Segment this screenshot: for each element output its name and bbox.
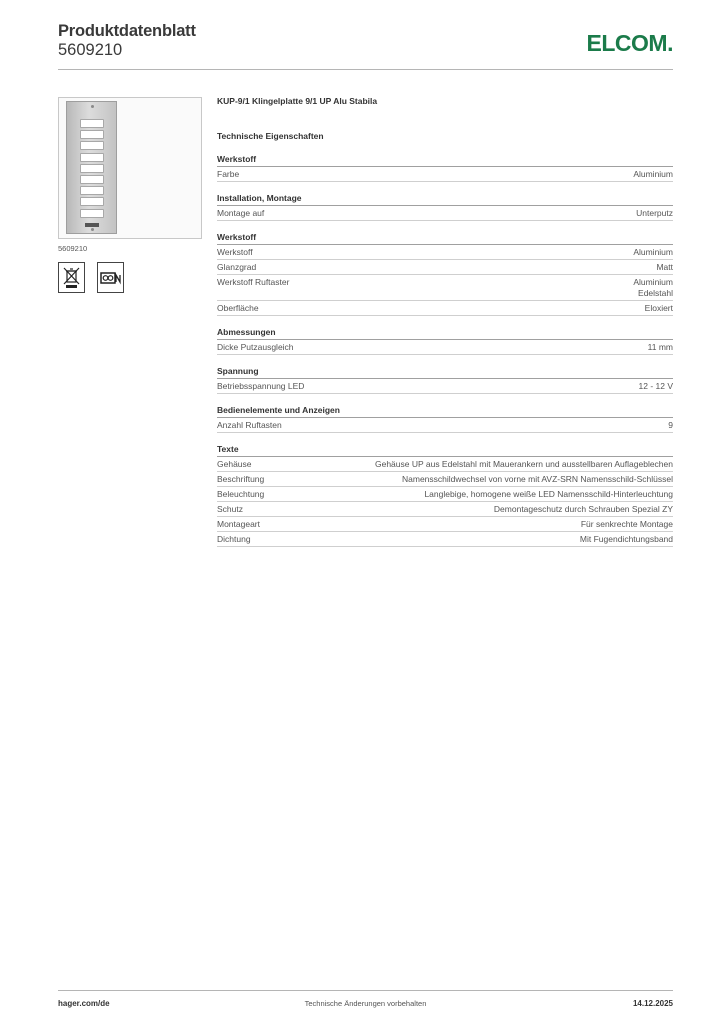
product-image (58, 97, 202, 239)
spec-section (217, 364, 673, 394)
plate-brand-label (85, 223, 99, 227)
spec-section (217, 191, 673, 221)
spec-value-line: Gehäuse UP aus Edelstahl mit Mauerankern und ausstellbaren Auflageblechen (374, 459, 673, 469)
spec-row (217, 167, 673, 182)
page-footer (58, 990, 673, 1012)
spec-row (217, 472, 673, 487)
plate-screw (91, 228, 94, 231)
footer-website: hager.com/de (58, 999, 110, 1008)
spec-row (217, 301, 673, 316)
spec-row (217, 379, 673, 394)
spec-value-line: Namensschildwechsel von vorne mit AVZ-SRN Namensschild-Schlüssel (402, 474, 673, 484)
doorbell-key (80, 186, 104, 195)
spec-section (217, 152, 673, 182)
spec-value (424, 489, 673, 500)
spec-value (645, 303, 673, 314)
spec-value-line: Langlebige, homogene weiße LED Namensschild-Hinterleuchtung (424, 489, 673, 499)
section-title: Werkstoff (217, 152, 673, 167)
section-title: Abmessungen (217, 325, 673, 340)
spec-row (217, 340, 673, 355)
spec-row (217, 260, 673, 275)
spec-value (633, 169, 673, 180)
spec-label: Schutz (217, 504, 243, 514)
spec-section (217, 230, 673, 316)
doorbell-key (80, 141, 104, 150)
plate-screw (91, 105, 94, 108)
elcom-logo: ELCOM. (586, 30, 673, 56)
section-title: Texte (217, 442, 673, 457)
spec-row (217, 275, 673, 301)
spec-value-line: 11 mm (647, 342, 673, 352)
spec-section (217, 442, 673, 547)
footer-disclaimer: Technische Änderungen vorbehalten (304, 999, 427, 1008)
spec-value-line: Matt (656, 262, 673, 272)
spec-row (217, 517, 673, 532)
spec-value-line: Demontageschutz durch Schrauben Spezial ZY (493, 504, 673, 514)
spec-value-line: Aluminium (633, 277, 673, 287)
spec-value-line: Edelstahl (638, 288, 673, 298)
article-number: 5609210 (58, 41, 123, 59)
spec-value (633, 277, 673, 299)
spec-row (217, 206, 673, 221)
spec-label: Beleuchtung (217, 489, 265, 499)
section-title: Werkstoff (217, 230, 673, 245)
spec-value (636, 208, 673, 219)
doorbell-key (80, 153, 104, 162)
spec-value (668, 420, 673, 431)
spec-row (217, 457, 673, 472)
spec-label: Anzahl Ruftasten (217, 420, 282, 430)
spec-label: Dicke Putzausgleich (217, 342, 294, 352)
spec-row (217, 418, 673, 433)
spec-value (402, 474, 673, 485)
doorbell-key (80, 119, 104, 128)
spec-value-line: Mit Fugendichtungsband (579, 534, 673, 544)
spec-label: Werkstoff Ruftaster (217, 277, 290, 287)
spec-label: Montage auf (217, 208, 265, 218)
spec-section (217, 403, 673, 433)
doorbell-key (80, 197, 104, 206)
spec-value-line: Aluminium (633, 247, 673, 257)
doorbell-key (80, 130, 104, 139)
spec-table (217, 152, 673, 556)
spec-row (217, 245, 673, 260)
device-mark-icon (97, 262, 124, 293)
section-title: Installation, Montage (217, 191, 673, 206)
spec-label: Werkstoff (217, 247, 253, 257)
spec-row (217, 487, 673, 502)
spec-label: Glanzgrad (217, 262, 257, 272)
doorbell-key (80, 164, 104, 173)
spec-value (494, 504, 673, 515)
weee-crossed-bin-icon (58, 262, 85, 293)
product-name: KUP-9/1 Klingelplatte 9/1 UP Alu Stabila (217, 96, 378, 106)
page-title: Produktdatenblatt (58, 22, 196, 40)
page-header (58, 22, 673, 70)
spec-value (375, 459, 673, 470)
spec-value-line: Für senkrechte Montage (580, 519, 673, 529)
footer-date: 14.12.2025 (632, 999, 673, 1008)
spec-label: Montageart (217, 519, 260, 529)
spec-label: Gehäuse (217, 459, 252, 469)
spec-value (656, 262, 673, 273)
spec-value (633, 247, 673, 258)
spec-value (639, 381, 674, 392)
spec-value (581, 519, 673, 530)
doorbell-key (80, 175, 104, 184)
doorbell-key (80, 209, 104, 218)
image-caption: 5609210 (58, 244, 88, 253)
spec-value (580, 534, 673, 545)
spec-row (217, 502, 673, 517)
spec-label: Betriebsspannung LED (217, 381, 305, 391)
spec-label: Oberfläche (217, 303, 259, 313)
spec-label: Farbe (217, 169, 240, 179)
spec-value-line: 9 (668, 420, 673, 430)
spec-value-line: Eloxiert (644, 303, 673, 313)
spec-label: Dichtung (217, 534, 251, 544)
section-title: Spannung (217, 364, 673, 379)
spec-heading: Technische Eigenschaften (217, 131, 324, 141)
spec-row (217, 532, 673, 547)
spec-section (217, 325, 673, 355)
doorbell-plate-illustration (66, 101, 117, 234)
spec-label: Beschriftung (217, 474, 265, 484)
spec-value-line: Aluminium (633, 169, 673, 179)
spec-value-line: Unterputz (636, 208, 673, 218)
spec-value-line: 12 - 12 V (638, 381, 673, 391)
spec-value (648, 342, 673, 353)
section-title: Bedienelemente und Anzeigen (217, 403, 673, 418)
